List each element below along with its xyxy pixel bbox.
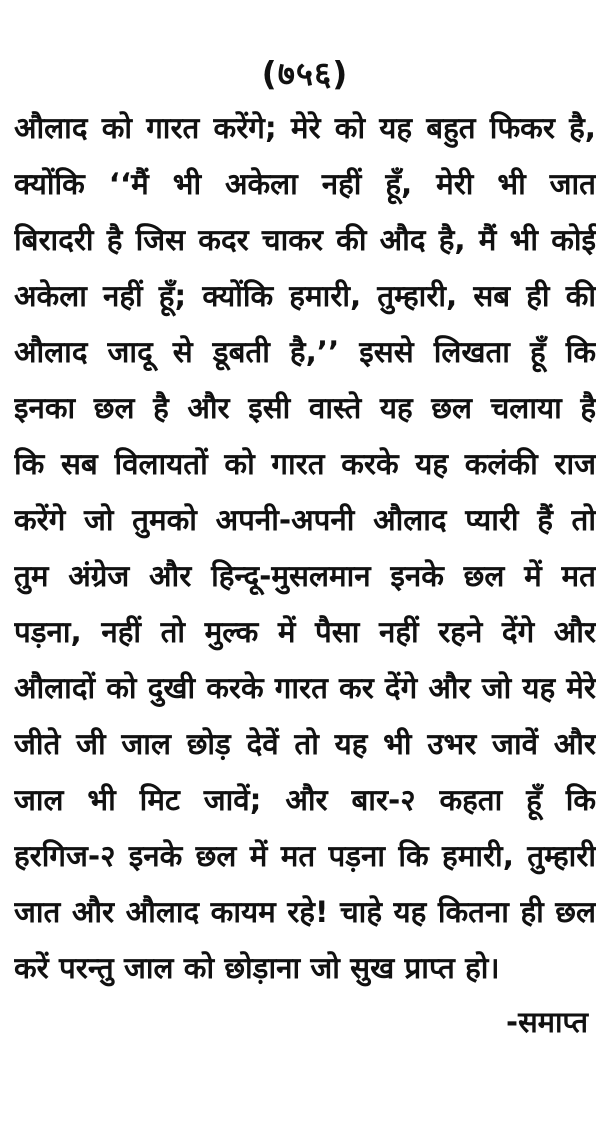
text-line: इनका छल है और इसी वास्ते यह छल चलाया है — [14, 391, 596, 425]
page-number: (७५६) — [261, 54, 349, 93]
closing-mark: -समाप्त — [506, 1005, 588, 1039]
text-line: तुम अंग्रेज और हिन्दू-मुसलमान इनके छल में मत — [14, 559, 596, 593]
body-text — [14, 100, 596, 996]
text-line: अकेला नहीं हूँ; क्योंकि हमारी, तुम्हारी, सब ही की — [14, 279, 596, 313]
text-line: करेंगे जो तुमको अपनी-अपनी औलाद प्यारी हैं तो — [14, 503, 596, 537]
text-line: औलाद जादू से डूबती है,’’ इससे लिखता हूँ कि — [14, 335, 596, 369]
text-line: क्योंकि ‘‘मैं भी अकेला नहीं हूँ, मेरी भी जात — [14, 167, 596, 201]
text-line: पड़ना, नहीं तो मुल्क में पैसा नहीं रहने देंगे और — [14, 615, 596, 649]
text-line: औलादों को दुखी करके गारत कर देंगे और जो यह मेरे — [14, 671, 596, 705]
text-line: करें परन्तु जाल को छोड़ाना जो सुख प्राप्त हो। — [14, 951, 500, 985]
text-line: जात और औलाद कायम रहे! चाहे यह कितना ही छल — [14, 895, 596, 929]
text-line: औलाद को गारत करेंगे; मेरे को यह बहुत फिकर है, — [14, 111, 596, 145]
text-line: कि सब विलायतों को गारत करके यह कलंकी राज — [14, 447, 596, 481]
text-line: जीते जी जाल छोड़ देवें तो यह भी उभर जावें और — [14, 727, 596, 761]
text-line: जाल भी मिट जावें; और बार-२ कहता हूँ कि — [14, 783, 596, 817]
text-line: हरगिज-२ इनके छल में मत पड़ना कि हमारी, तुम्हारी — [14, 839, 596, 873]
text-line: बिरादरी है जिस कदर चाकर की औद है, मैं भी कोई — [14, 223, 596, 257]
